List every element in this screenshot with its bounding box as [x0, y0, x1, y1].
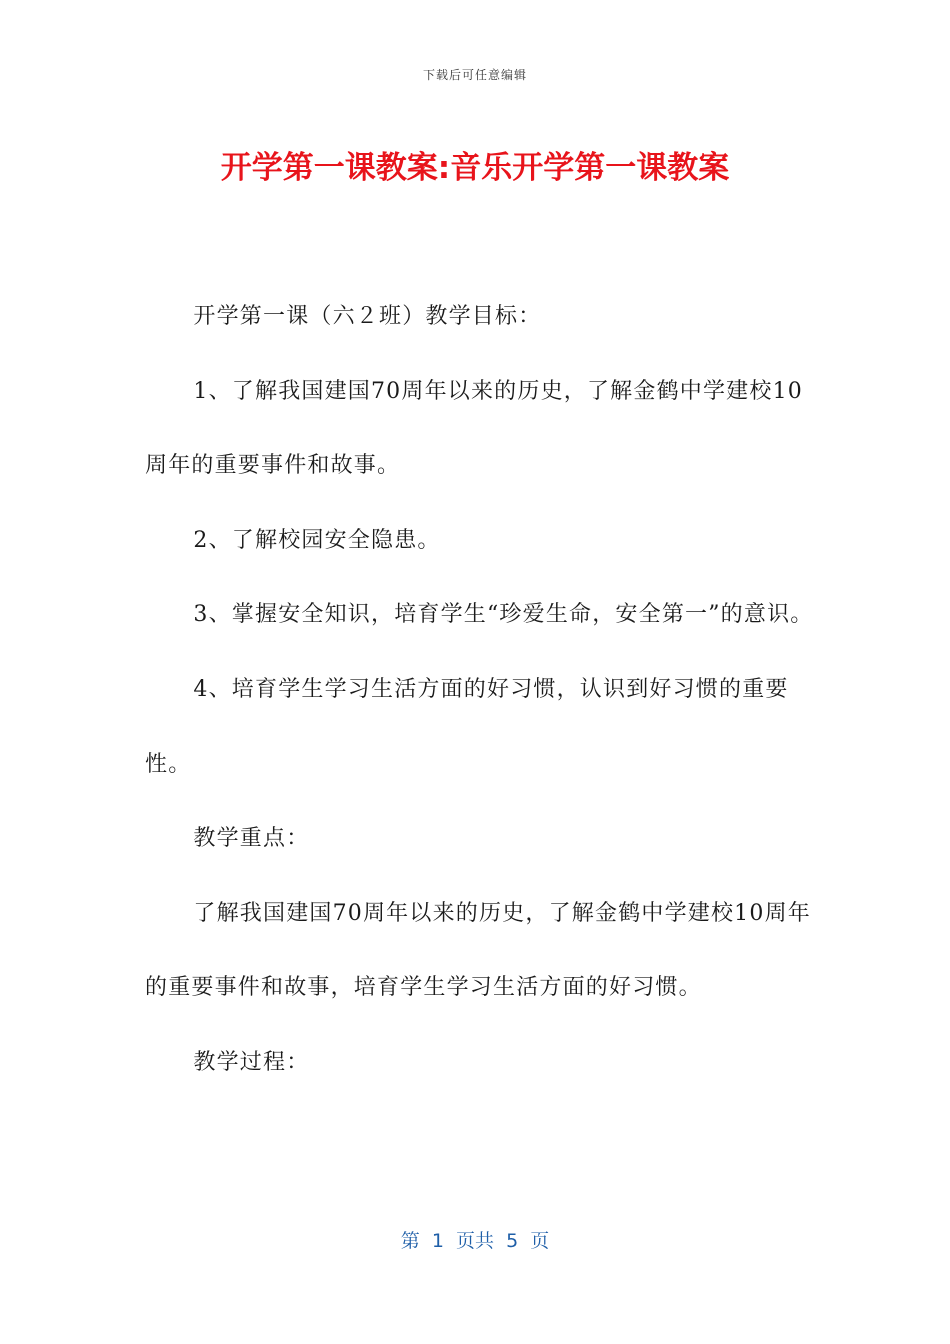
page-header-note: 下载后可任意编辑	[422, 68, 527, 82]
paragraph-objective-3: 3、掌握安全知识，培育学生“珍爱生命，安全第一”的意识。	[193, 602, 814, 628]
paragraph-key-points: 了解我国建国70周年以来的历史，了解金鹤中学建校10周年的重要事件和故事，培育学生学习生活方面的好习惯。	[145, 900, 811, 1001]
paragraph-objective-2: 2、了解校园安全隐患。	[193, 527, 441, 553]
paragraph-objective-1: 1、了解我国建国70周年以来的历史，了解金鹤中学建校10周年的重要事件和故事。	[145, 378, 803, 479]
document-body	[145, 280, 815, 1101]
paragraph-key-points-heading: 教学重点：	[193, 826, 310, 852]
document-title: 开学第一课教案:音乐开学第一课教案	[220, 150, 730, 186]
page-footer-number: 第 1 页共 5 页	[400, 1230, 550, 1252]
paragraph-objective-4: 4、培育学生学习生活方面的好习惯，认识到好习惯的重要性。	[145, 676, 789, 777]
paragraph-objectives-heading: 开学第一课（六２班）教学目标：	[193, 304, 542, 329]
paragraph-process-heading: 教学过程：	[193, 1049, 310, 1075]
